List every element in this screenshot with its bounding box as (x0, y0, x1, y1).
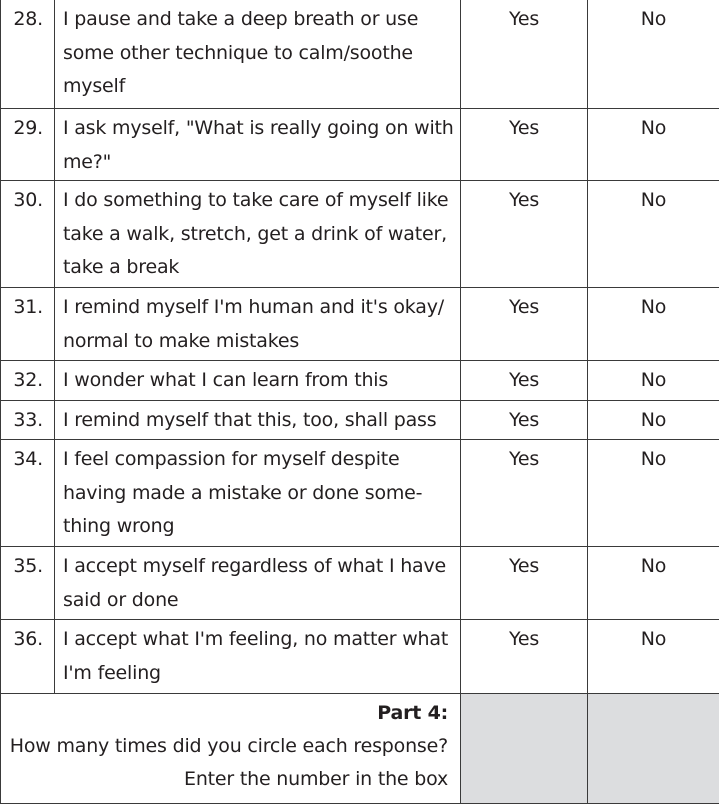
yes-option[interactable]: Yes (461, 547, 588, 620)
table-row (1, 620, 719, 694)
no-option[interactable]: No (588, 288, 719, 361)
no-option[interactable]: No (588, 547, 719, 620)
item-statement: I accept myself regardless of what I have said or done (55, 547, 461, 620)
item-number: 35. (1, 547, 55, 620)
item-statement: I do something to take care of myself like take a walk, stretch, get a drink of water, take a break (55, 181, 461, 288)
yes-option[interactable]: Yes (461, 0, 588, 109)
table-row (1, 288, 719, 361)
yes-option[interactable]: Yes (461, 401, 588, 440)
no-option[interactable]: No (588, 181, 719, 288)
yes-option[interactable]: Yes (461, 440, 588, 547)
no-option[interactable]: No (588, 401, 719, 440)
table-row (1, 0, 719, 109)
yes-option[interactable]: Yes (461, 109, 588, 181)
item-number: 32. (1, 361, 55, 401)
table-row (1, 440, 719, 547)
item-statement: I pause and take a deep breath or use some other technique to calm/soothe myself (55, 0, 461, 109)
item-statement: I remind myself that this, too, shall pass (55, 401, 461, 440)
summary-instructions (1, 694, 461, 804)
item-statement: I remind myself I'm human and it's okay/ normal to make mistakes (55, 288, 461, 361)
table-row (1, 181, 719, 288)
item-statement: I feel compassion for myself despite having made a mistake or done some- thing wrong (55, 440, 461, 547)
table-row (1, 361, 719, 401)
instruction-line: Enter the number in the box (1, 763, 448, 796)
item-number: 36. (1, 620, 55, 694)
table-row (1, 547, 719, 620)
yes-count-box[interactable] (461, 694, 588, 804)
yes-option[interactable]: Yes (461, 181, 588, 288)
item-number: 28. (1, 0, 55, 109)
yes-option[interactable]: Yes (461, 361, 588, 401)
item-number: 34. (1, 440, 55, 547)
item-number: 30. (1, 181, 55, 288)
no-option[interactable]: No (588, 109, 719, 181)
summary-row (1, 694, 719, 804)
part-title: Part 4: (1, 697, 448, 730)
no-option[interactable]: No (588, 361, 719, 401)
no-option[interactable]: No (588, 440, 719, 547)
no-option[interactable]: No (588, 0, 719, 109)
yes-option[interactable]: Yes (461, 620, 588, 694)
instruction-line: How many times did you circle each response? (1, 730, 448, 763)
no-option[interactable]: No (588, 620, 719, 694)
table-row (1, 401, 719, 440)
item-statement: I accept what I'm feeling, no matter what I'm feeling (55, 620, 461, 694)
item-number: 31. (1, 288, 55, 361)
yes-option[interactable]: Yes (461, 288, 588, 361)
no-count-box[interactable] (588, 694, 719, 804)
item-statement: I ask myself, "What is really going on with me?" (55, 109, 461, 181)
table-row (1, 109, 719, 181)
item-statement: I wonder what I can learn from this (55, 361, 461, 401)
item-number: 33. (1, 401, 55, 440)
item-number: 29. (1, 109, 55, 181)
